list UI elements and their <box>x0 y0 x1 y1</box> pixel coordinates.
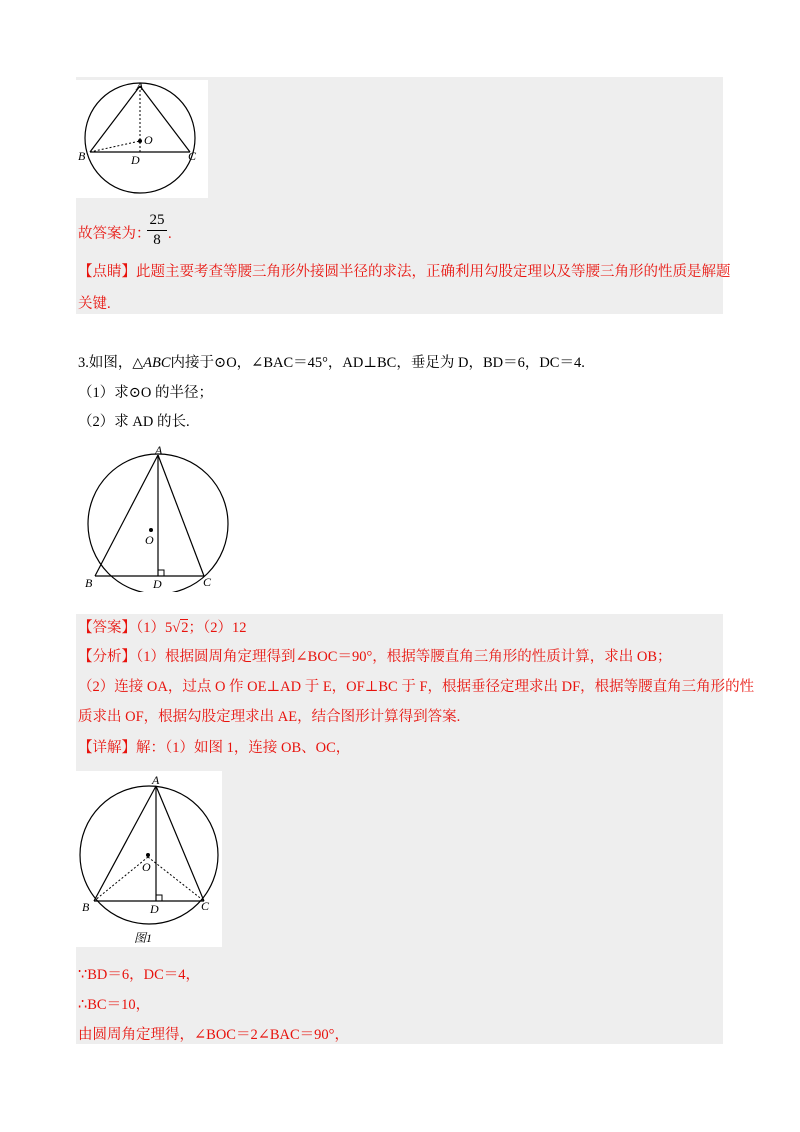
label-o: O <box>142 860 151 874</box>
answer-part1: （1）5 <box>136 620 173 636</box>
problem3-question1: （1）求⊙O 的半径； <box>78 385 213 401</box>
triangle-symbol: △ <box>132 356 144 371</box>
figure-problem3 <box>76 442 238 592</box>
analysis-line1 <box>78 647 672 667</box>
problem3-stem-text: 内接于⊙O，∠BAC＝45°，AD⊥BC，垂足为 D，BD＝6，DC＝4. <box>170 355 585 371</box>
previous-comment-line1 <box>78 262 731 282</box>
label-c: C <box>188 149 197 163</box>
fraction-numerator: 25 <box>149 212 165 228</box>
sqrt-symbol: √ <box>172 620 181 636</box>
label-o: O <box>145 533 154 547</box>
answer-fraction <box>147 212 167 249</box>
label-o: O <box>144 133 153 147</box>
problem3-prefix: 3.如图， <box>78 355 133 371</box>
fraction-bar <box>147 230 167 231</box>
analysis-line2: （2）连接 OA，过点 O 作 OE⊥AD 于 E，OF⊥BC 于 F，根据垂径定理求出 DF，根据等腰直角三角形的性 <box>78 679 755 695</box>
problem3-stem <box>78 353 585 374</box>
answer-line <box>78 618 246 638</box>
step-2: ∴BC＝10， <box>78 997 151 1013</box>
label-b: B <box>78 149 86 163</box>
label-d: D <box>150 902 159 916</box>
step-3: 由圆周角定理得，∠BOC＝2∠BAC＝90°， <box>78 1027 349 1043</box>
label-c: C <box>201 899 210 913</box>
step-1: ∵BD＝6，DC＝4， <box>78 967 201 983</box>
label-a: A <box>152 773 160 787</box>
sqrt-radicand: 2 <box>181 620 189 636</box>
figure-previous <box>76 80 208 198</box>
comment-tag: 【点睛】 <box>78 264 136 280</box>
fraction-denominator: 8 <box>153 232 161 248</box>
figure-caption: 图1 <box>134 931 153 945</box>
analysis-line3: 质求出 OF，根据勾股定理求出 AE，结合图形计算得到答案. <box>78 709 461 725</box>
label-a: A <box>155 443 163 457</box>
previous-answer-prefix: 故答案为： <box>78 226 151 242</box>
label-d: D <box>131 153 140 167</box>
label-b: B <box>82 900 90 914</box>
label-b: B <box>85 576 93 590</box>
circle-diagram-fig1 <box>76 771 222 947</box>
triangle-name: ABC <box>143 355 171 371</box>
label-a: A <box>136 80 144 93</box>
detail-text-1: 解：（1）如图 1，连接 OB、OC， <box>136 740 351 756</box>
analysis-text-1: （1）根据圆周角定理得到∠BOC＝90°，根据等腰直角三角形的性质计算，求出 OB； <box>136 649 672 665</box>
label-c: C <box>203 575 212 589</box>
problem3-question2: （2）求 AD 的长. <box>78 414 190 430</box>
detail-line1 <box>78 738 350 758</box>
figure-1 <box>76 771 222 947</box>
circle-diagram-problem3 <box>76 442 238 592</box>
answer-part2: ；（2）12 <box>188 620 247 636</box>
previous-answer-suffix: . <box>168 226 172 242</box>
answer-tag: 【答案】 <box>78 620 136 636</box>
comment-text-1: 此题主要考查等腰三角形外接圆半径的求法，正确利用勾股定理以及等腰三角形的性质是解题 <box>136 264 731 280</box>
label-d: D <box>153 577 162 591</box>
previous-comment-line2: 关键. <box>78 296 111 312</box>
analysis-tag: 【分析】 <box>78 649 136 665</box>
circle-diagram-previous <box>76 80 208 198</box>
detail-tag: 【详解】 <box>78 740 136 756</box>
